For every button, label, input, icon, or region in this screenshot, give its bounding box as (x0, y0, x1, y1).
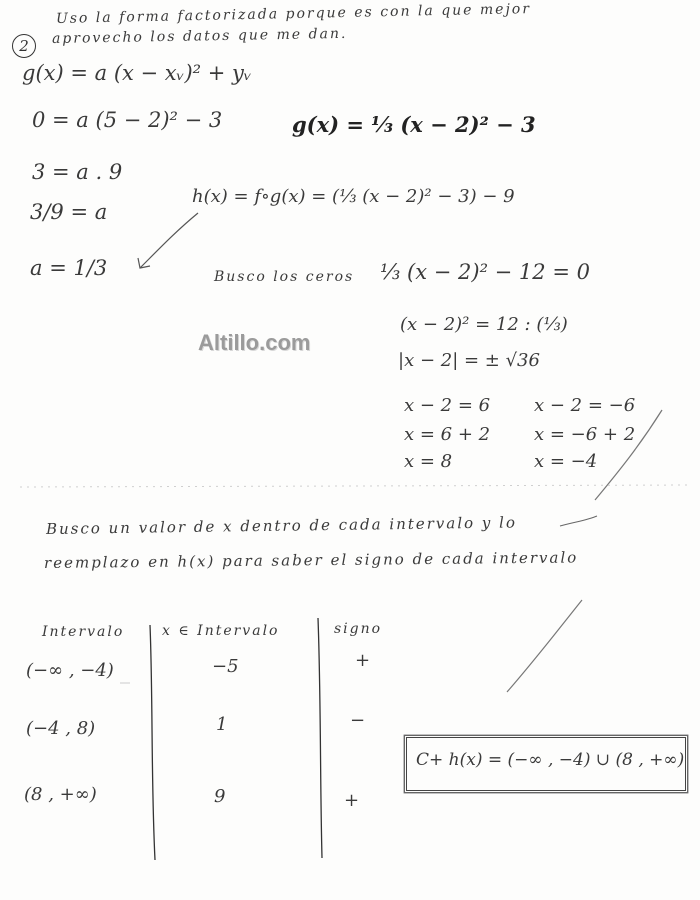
row-2-sign: − (350, 710, 366, 731)
step-1: 3 = a . 9 (32, 160, 123, 184)
composition: h(x) = f∘g(x) = (⅓ (x − 2)² − 3) − 9 (192, 186, 515, 207)
explanation-line-2: reemplazo en h(x) para saber el signo de cada intervalo (43, 548, 579, 572)
answer-text: C+ h(x) = (−∞ , −4) ∪ (8 , +∞) (416, 750, 685, 770)
row-1-interval: (−∞ , −4) (26, 660, 114, 681)
case-b-1: x − 2 = −6 (534, 395, 636, 416)
general-form: g(x) = a (x − xᵥ)² + yᵥ (22, 61, 252, 85)
case-a-3: x = 8 (404, 451, 453, 472)
intro-line-1: Uso la forma factorizada porque es con la que mejor (55, 1, 532, 27)
stray-stroke (507, 600, 582, 692)
row-1-sign: + (355, 650, 371, 671)
table-column-divider (150, 625, 155, 860)
zeros-label: Busco los ceros (214, 269, 355, 285)
case-a-2: x = 6 + 2 (404, 424, 491, 445)
page-fold-line (20, 485, 690, 487)
intro-line-2: aprovecho los datos que me dan. (51, 25, 348, 47)
row-2-x: 1 (216, 714, 228, 735)
table-header-x: x ∈ Intervalo (162, 623, 280, 639)
case-a-1: x − 2 = 6 (404, 395, 491, 416)
row-3-interval: (8 , +∞) (24, 784, 97, 805)
stray-stroke (560, 516, 597, 526)
g-result: g(x) = ⅓ (x − 2)² − 3 (292, 112, 536, 137)
row-2-interval: (−4 , 8) (26, 718, 96, 739)
step-2: 3/9 = a (30, 200, 108, 224)
case-b-2: x = −6 + 2 (534, 424, 636, 445)
table-column-divider (318, 618, 322, 858)
table-header-sign: signo (334, 621, 383, 637)
row-3-x: 9 (214, 786, 226, 807)
substitution: 0 = a (5 − 2)² − 3 (32, 108, 223, 132)
zeros-step-1: (x − 2)² = 12 : (⅓) (400, 314, 568, 335)
row-3-sign: + (344, 790, 360, 811)
case-b-3: x = −4 (534, 451, 598, 472)
zeros-step-2: |x − 2| = ± √36 (398, 350, 540, 371)
a-result: a = 1/3 (30, 256, 108, 280)
watermark: Altillo.com (198, 330, 311, 355)
table-header-interval: Intervalo (42, 624, 125, 640)
zeros-equation: ⅓ (x − 2)² − 12 = 0 (380, 260, 590, 284)
row-1-x: −5 (212, 656, 239, 677)
explanation-line-1: Busco un valor de x dentro de cada intervalo y lo (45, 513, 518, 538)
arrow-stroke (140, 213, 198, 268)
problem-number: 2 (12, 34, 36, 58)
